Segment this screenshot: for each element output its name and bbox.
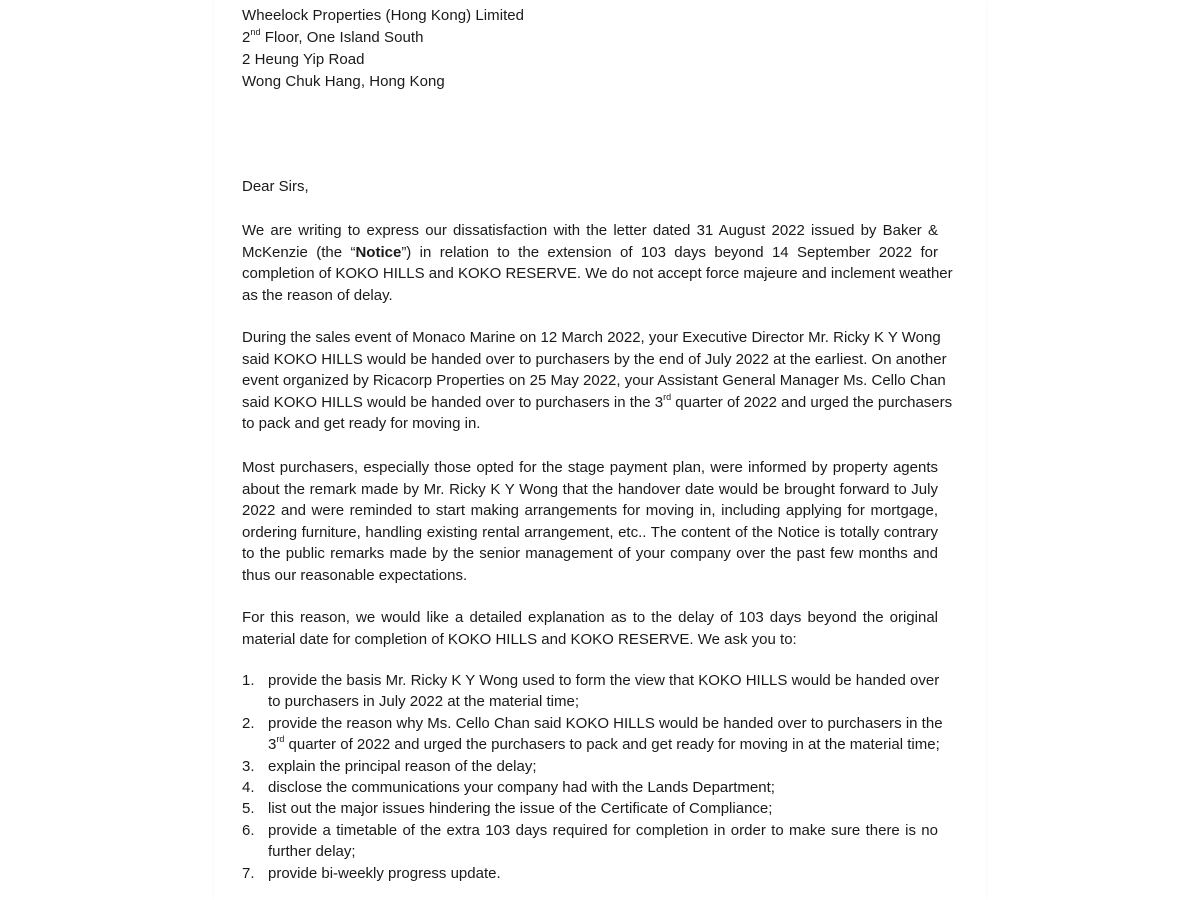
list-item: 7. provide bi-weekly progress update. <box>242 864 501 882</box>
address-company: Wheelock Properties (Hong Kong) Limited <box>242 7 525 24</box>
recipient-address <box>242 5 524 93</box>
address-floor: 2nd Floor, One Island South <box>242 27 424 46</box>
list-item: 3. explain the principal reason of the delay; <box>242 757 537 775</box>
list-item: 4. disclose the communications your company had with the Lands Department; <box>242 779 775 797</box>
list-item: 5. list out the major issues hindering the issue of the Certificate of Compliance; <box>242 800 773 818</box>
request-list <box>242 670 943 884</box>
address-district: Wong Chuk Hang, Hong Kong <box>242 73 445 90</box>
paragraph-request: For this reason, we would like a detailed explanation as to the delay of 103 days beyond the original material date for completion of KOKO HILLS and KOKO RESERVE. We ask you to: <box>242 609 938 648</box>
paragraph-dissatisfaction: We are writing to express our dissatisfaction with the letter dated 31 August 2022 issued by Baker & McKenzie (the “Notice”) in relation to the extension of 103 days beyond 14 September 2022 for completion of KOKO HILLS and KOKO RESERVE. We do not accept force majeure and inclement weather as the reason of delay. <box>242 222 953 304</box>
salutation: Dear Sirs, <box>242 178 309 195</box>
list-item: 2. provide the reason why Ms. Cello Chan said KOKO HILLS would be handed over to purchasers in the 3rd quarter of 2022 and urged the purchasers to pack and get ready for moving in at the material time; <box>242 714 943 754</box>
list-item: 6. provide a timetable of the extra 103 days required for completion in order to make sure there is no further delay; <box>242 821 938 861</box>
notice-term: Notice <box>355 243 402 261</box>
paragraph-sales-events: During the sales event of Monaco Marine on 12 March 2022, your Executive Director Mr. Ricky K Y Wong said KOKO HILLS would be handed over to purchasers by the end of July 2022 at the earliest. On another event organized by Ricacorp Properties on 25 May 2022, your Assistant General Manager Ms. Cello Chan said KOKO HILLS would be handed over to purchasers in the 3rd quarter of 2022 and urged the purchasers to pack and get ready for moving in. <box>242 329 953 433</box>
paragraph-purchasers: Most purchasers, especially those opted for the stage payment plan, were informed by property agents about the remark made by Mr. Ricky K Y Wong that the handover date would be brought forward to July 2022 and were reminded to start making arrangements for moving in, including applying for mortgage, ordering furniture, handling existing rental arrangement, etc.. The content of the Notice is totally contrary to the public remarks made by the senior management of your company over the past few months and thus our reasonable expectations. <box>242 459 938 584</box>
address-road: 2 Heung Yip Road <box>242 51 365 68</box>
list-item: 1. provide the basis Mr. Ricky K Y Wong used to form the view that KOKO HILLS would be handed over to purchasers in July 2022 at the material time; <box>242 672 940 711</box>
